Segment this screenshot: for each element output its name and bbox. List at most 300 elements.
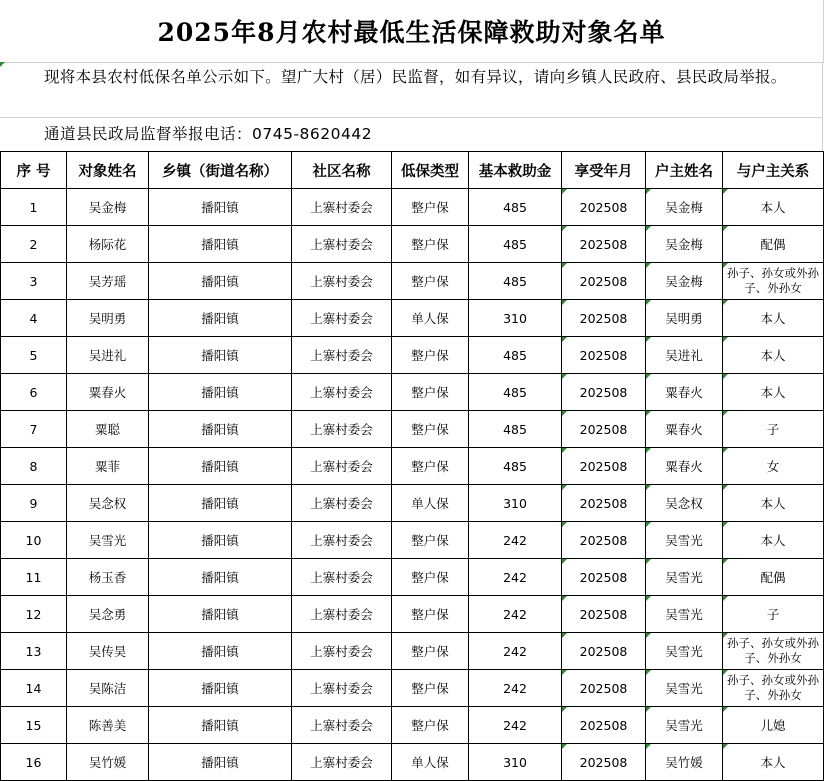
cell-note-marker xyxy=(646,670,651,675)
cell-relation xyxy=(723,448,824,485)
cell-text: 16 xyxy=(25,754,42,770)
cell-text: 陈善美 xyxy=(88,718,127,733)
cell-householder xyxy=(646,485,723,522)
cell-text: 吴金梅 xyxy=(665,274,703,289)
cell-note-marker xyxy=(562,300,567,305)
cell-amount xyxy=(469,263,562,300)
cell-text: 202508 xyxy=(579,384,628,400)
cell-text: 播阳镇 xyxy=(201,718,239,733)
cell-community xyxy=(292,226,392,263)
cell-text: 上寨村委会 xyxy=(310,533,373,548)
table-row xyxy=(1,263,824,300)
cell-amount xyxy=(469,559,562,596)
cell-note-marker xyxy=(646,337,651,342)
cell-note-marker xyxy=(646,300,651,305)
cell-text: 播阳镇 xyxy=(201,311,239,326)
cell-text: 播阳镇 xyxy=(201,274,239,289)
cell-text: 整户保 xyxy=(411,570,449,585)
cell-month xyxy=(562,633,646,670)
cell-month xyxy=(562,189,646,226)
cell-note-marker xyxy=(723,596,728,601)
cell-relation xyxy=(723,707,824,744)
cell-text: 上寨村委会 xyxy=(310,274,373,289)
cell-text: 上寨村委会 xyxy=(310,422,373,437)
cell-text: 242 xyxy=(503,643,527,659)
cell-text: 吴传昊 xyxy=(88,644,127,659)
cell-text: 吴雪光 xyxy=(665,533,703,548)
cell-text: 485 xyxy=(503,347,527,363)
cell-text: 202508 xyxy=(579,717,628,733)
cell-community xyxy=(292,448,392,485)
cell-text: 本人 xyxy=(760,533,786,548)
cell-type xyxy=(392,263,469,300)
cell-type xyxy=(392,707,469,744)
cell-relation xyxy=(723,189,824,226)
cell-community xyxy=(292,263,392,300)
cell-note-marker xyxy=(562,189,567,194)
cell-note-marker xyxy=(562,707,567,712)
cell-name xyxy=(67,633,149,670)
cell-relation xyxy=(723,744,824,781)
cell-text: 202508 xyxy=(579,310,628,326)
cell-seq xyxy=(1,300,67,337)
cell-type xyxy=(392,596,469,633)
cell-text: 7 xyxy=(29,421,38,437)
cell-seq xyxy=(1,226,67,263)
cell-text: 吴竹媛 xyxy=(665,755,703,770)
cell-note-marker xyxy=(723,337,728,342)
cell-note-marker xyxy=(723,522,728,527)
recipient-table xyxy=(0,151,824,781)
cell-text: 粟春火 xyxy=(665,459,703,474)
cell-town xyxy=(149,633,292,670)
cell-month xyxy=(562,744,646,781)
cell-text: 吴念权 xyxy=(88,496,127,511)
cell-text: 整户保 xyxy=(411,644,449,659)
cell-text: 本人 xyxy=(760,200,786,215)
cell-text: 播阳镇 xyxy=(201,644,239,659)
cell-month xyxy=(562,300,646,337)
cell-town xyxy=(149,559,292,596)
cell-text: 10 xyxy=(25,532,42,548)
cell-text: 吴雪光 xyxy=(665,718,703,733)
cell-note-marker xyxy=(562,337,567,342)
cell-text: 202508 xyxy=(579,680,628,696)
cell-text: 上寨村委会 xyxy=(310,385,373,400)
cell-text: 吴竹媛 xyxy=(88,755,127,770)
cell-householder xyxy=(646,300,723,337)
cell-text: 女 xyxy=(766,459,780,474)
cell-text: 6 xyxy=(29,384,38,400)
cell-type xyxy=(392,226,469,263)
cell-text: 整户保 xyxy=(411,459,449,474)
cell-text: 15 xyxy=(25,717,42,733)
cell-householder xyxy=(646,596,723,633)
cell-seq xyxy=(1,670,67,707)
cell-text: 播阳镇 xyxy=(201,237,239,252)
cell-town xyxy=(149,522,292,559)
cell-note-marker xyxy=(723,189,728,194)
cell-text: 吴金梅 xyxy=(665,200,703,215)
cell-amount xyxy=(469,707,562,744)
cell-text: 4 xyxy=(29,310,38,326)
cell-community xyxy=(292,744,392,781)
cell-text: 吴芳瑶 xyxy=(88,274,127,289)
cell-type xyxy=(392,485,469,522)
cell-type xyxy=(392,559,469,596)
cell-text: 播阳镇 xyxy=(201,200,239,215)
cell-text: 202508 xyxy=(579,347,628,363)
cell-text: 子 xyxy=(766,422,780,437)
cell-text: 310 xyxy=(503,495,527,511)
cell-community xyxy=(292,337,392,374)
cell-householder xyxy=(646,559,723,596)
cell-amount xyxy=(469,596,562,633)
cell-text: 吴进礼 xyxy=(665,348,703,363)
cell-amount xyxy=(469,522,562,559)
cell-seq xyxy=(1,189,67,226)
cell-text: 242 xyxy=(503,569,527,585)
cell-text: 202508 xyxy=(579,236,628,252)
cell-town xyxy=(149,411,292,448)
cell-note-marker xyxy=(562,559,567,564)
cell-type xyxy=(392,744,469,781)
cell-note-marker xyxy=(646,189,651,194)
cell-text: 202508 xyxy=(579,495,628,511)
cell-text: 播阳镇 xyxy=(201,755,239,770)
cell-amount xyxy=(469,300,562,337)
column-header-town: 乡镇（街道名称） xyxy=(149,152,292,189)
cell-town xyxy=(149,744,292,781)
cell-text: 吴念权 xyxy=(665,496,703,511)
cell-text: 粟聪 xyxy=(94,422,120,437)
cell-note-marker xyxy=(646,633,651,638)
cell-text: 上寨村委会 xyxy=(310,644,373,659)
cell-text: 202508 xyxy=(579,569,628,585)
cell-text: 485 xyxy=(503,421,527,437)
cell-text: 单人保 xyxy=(411,496,449,511)
cell-community xyxy=(292,485,392,522)
cell-month xyxy=(562,226,646,263)
cell-text: 整户保 xyxy=(411,200,449,215)
cell-householder xyxy=(646,448,723,485)
cell-name xyxy=(67,337,149,374)
column-header-relation: 与户主关系 xyxy=(723,152,824,189)
cell-name xyxy=(67,670,149,707)
cell-text: 杨玉香 xyxy=(88,570,127,585)
table-row xyxy=(1,411,824,448)
cell-text: 播阳镇 xyxy=(201,533,239,548)
cell-name xyxy=(67,263,149,300)
cell-text: 子 xyxy=(766,607,780,622)
cell-text: 孙子、孙女或外孙子、外孙女 xyxy=(727,266,819,295)
cell-amount xyxy=(469,633,562,670)
cell-text: 上寨村委会 xyxy=(310,237,373,252)
cell-note-marker xyxy=(723,374,728,379)
cell-name xyxy=(67,744,149,781)
cell-text: 242 xyxy=(503,680,527,696)
cell-name xyxy=(67,559,149,596)
cell-text: 上寨村委会 xyxy=(310,200,373,215)
cell-note-marker xyxy=(723,300,728,305)
cell-note-marker xyxy=(562,596,567,601)
cell-seq xyxy=(1,485,67,522)
cell-text: 整户保 xyxy=(411,607,449,622)
column-header-householder: 户主姓名 xyxy=(646,152,723,189)
cell-seq xyxy=(1,744,67,781)
cell-text: 吴明勇 xyxy=(665,311,703,326)
cell-text: 202508 xyxy=(579,532,628,548)
cell-seq xyxy=(1,374,67,411)
cell-text: 整户保 xyxy=(411,348,449,363)
cell-seq xyxy=(1,596,67,633)
cell-relation xyxy=(723,374,824,411)
cell-name xyxy=(67,300,149,337)
cell-note-marker xyxy=(723,411,728,416)
cell-text: 粟春火 xyxy=(665,385,703,400)
cell-text: 单人保 xyxy=(411,311,449,326)
cell-relation xyxy=(723,485,824,522)
cell-note-marker xyxy=(646,559,651,564)
cell-text: 配偶 xyxy=(760,237,786,252)
cell-text: 485 xyxy=(503,199,527,215)
cell-seq xyxy=(1,559,67,596)
cell-text: 上寨村委会 xyxy=(310,311,373,326)
cell-text: 202508 xyxy=(579,606,628,622)
cell-type xyxy=(392,189,469,226)
table-row xyxy=(1,744,824,781)
table-row xyxy=(1,485,824,522)
cell-text: 242 xyxy=(503,532,527,548)
table-header-row xyxy=(1,152,824,189)
cell-note-marker xyxy=(646,448,651,453)
cell-householder xyxy=(646,633,723,670)
cell-text: 9 xyxy=(29,495,38,511)
cell-text: 儿媳 xyxy=(760,718,786,733)
cell-relation xyxy=(723,411,824,448)
table-row xyxy=(1,374,824,411)
column-header-amount: 基本救助金 xyxy=(469,152,562,189)
cell-note-marker xyxy=(723,707,728,712)
cell-text: 粟菲 xyxy=(94,459,120,474)
cell-note-marker xyxy=(646,522,651,527)
cell-text: 上寨村委会 xyxy=(310,607,373,622)
cell-name xyxy=(67,485,149,522)
cell-text: 202508 xyxy=(579,199,628,215)
cell-text: 上寨村委会 xyxy=(310,496,373,511)
cell-type xyxy=(392,411,469,448)
table-row xyxy=(1,448,824,485)
cell-note-marker xyxy=(723,670,728,675)
cell-note-marker xyxy=(646,411,651,416)
cell-text: 310 xyxy=(503,754,527,770)
cell-text: 单人保 xyxy=(411,755,449,770)
cell-amount xyxy=(469,670,562,707)
cell-text: 上寨村委会 xyxy=(310,570,373,585)
cell-amount xyxy=(469,226,562,263)
cell-text: 202508 xyxy=(579,421,628,437)
cell-community xyxy=(292,559,392,596)
cell-text: 485 xyxy=(503,273,527,289)
cell-text: 202508 xyxy=(579,643,628,659)
cell-text: 播阳镇 xyxy=(201,681,239,696)
cell-type xyxy=(392,374,469,411)
cell-text: 本人 xyxy=(760,755,786,770)
cell-householder xyxy=(646,337,723,374)
cell-householder xyxy=(646,707,723,744)
cell-text: 上寨村委会 xyxy=(310,459,373,474)
cell-name xyxy=(67,707,149,744)
cell-note-marker xyxy=(646,707,651,712)
cell-text: 吴雪光 xyxy=(88,533,127,548)
cell-text: 485 xyxy=(503,458,527,474)
cell-type xyxy=(392,670,469,707)
cell-text: 吴念勇 xyxy=(88,607,127,622)
cell-text: 本人 xyxy=(760,311,786,326)
cell-amount xyxy=(469,337,562,374)
cell-text: 14 xyxy=(25,680,42,696)
cell-town xyxy=(149,337,292,374)
cell-relation xyxy=(723,633,824,670)
table-row xyxy=(1,633,824,670)
cell-town xyxy=(149,596,292,633)
table-row xyxy=(1,189,824,226)
cell-text: 吴雪光 xyxy=(665,607,703,622)
cell-text: 孙子、孙女或外孙子、外孙女 xyxy=(727,636,819,665)
cell-text: 播阳镇 xyxy=(201,570,239,585)
cell-text: 整户保 xyxy=(411,718,449,733)
cell-note-marker xyxy=(562,263,567,268)
cell-name xyxy=(67,448,149,485)
cell-note-marker xyxy=(646,485,651,490)
cell-town xyxy=(149,263,292,300)
cell-relation xyxy=(723,337,824,374)
cell-text: 12 xyxy=(25,606,42,622)
column-header-month: 享受年月 xyxy=(562,152,646,189)
cell-note-marker xyxy=(723,226,728,231)
cell-householder xyxy=(646,374,723,411)
cell-text: 粟春火 xyxy=(665,422,703,437)
cell-text: 本人 xyxy=(760,385,786,400)
column-header-type: 低保类型 xyxy=(392,152,469,189)
cell-householder xyxy=(646,744,723,781)
cell-text: 整户保 xyxy=(411,385,449,400)
cell-text: 202508 xyxy=(579,458,628,474)
column-header-name: 对象姓名 xyxy=(67,152,149,189)
cell-note-marker xyxy=(562,670,567,675)
cell-amount xyxy=(469,189,562,226)
cell-text: 242 xyxy=(503,606,527,622)
cell-text: 吴金梅 xyxy=(88,200,127,215)
cell-note-marker xyxy=(562,485,567,490)
cell-text: 整户保 xyxy=(411,533,449,548)
cell-householder xyxy=(646,411,723,448)
cell-text: 播阳镇 xyxy=(201,422,239,437)
cell-month xyxy=(562,559,646,596)
cell-name xyxy=(67,226,149,263)
cell-town xyxy=(149,226,292,263)
cell-text: 吴雪光 xyxy=(665,681,703,696)
cell-text: 整户保 xyxy=(411,237,449,252)
cell-month xyxy=(562,670,646,707)
cell-name xyxy=(67,596,149,633)
cell-text: 上寨村委会 xyxy=(310,348,373,363)
cell-note-marker xyxy=(562,633,567,638)
cell-householder xyxy=(646,670,723,707)
cell-town xyxy=(149,374,292,411)
cell-month xyxy=(562,522,646,559)
cell-month xyxy=(562,411,646,448)
cell-note-marker xyxy=(562,522,567,527)
cell-community xyxy=(292,596,392,633)
cell-type xyxy=(392,448,469,485)
cell-amount xyxy=(469,374,562,411)
cell-note-marker xyxy=(646,744,651,749)
cell-seq xyxy=(1,448,67,485)
column-header-seq: 序 号 xyxy=(1,152,67,189)
cell-relation xyxy=(723,670,824,707)
cell-text: 播阳镇 xyxy=(201,607,239,622)
cell-note-marker xyxy=(562,226,567,231)
cell-note-marker xyxy=(562,448,567,453)
cell-text: 485 xyxy=(503,236,527,252)
cell-town xyxy=(149,707,292,744)
cell-text: 配偶 xyxy=(760,570,786,585)
cell-relation xyxy=(723,559,824,596)
cell-text: 3 xyxy=(29,273,38,289)
cell-note-marker xyxy=(723,485,728,490)
cell-text: 播阳镇 xyxy=(201,385,239,400)
cell-community xyxy=(292,633,392,670)
cell-text: 本人 xyxy=(760,496,786,511)
cell-text: 播阳镇 xyxy=(201,348,239,363)
cell-seq xyxy=(1,633,67,670)
cell-note-marker xyxy=(723,448,728,453)
cell-text: 本人 xyxy=(760,348,786,363)
cell-amount xyxy=(469,448,562,485)
cell-note-marker xyxy=(723,559,728,564)
table-row xyxy=(1,337,824,374)
cell-month xyxy=(562,596,646,633)
cell-text: 11 xyxy=(25,569,42,585)
cell-type xyxy=(392,300,469,337)
cell-community xyxy=(292,522,392,559)
cell-text: 粟春火 xyxy=(88,385,127,400)
cell-month xyxy=(562,337,646,374)
notice-text: 现将本县农村低保名单公示如下。望广大村（居）民监督，如有异议，请向乡镇人民政府、县民政局举报。 xyxy=(0,62,823,118)
cell-seq xyxy=(1,522,67,559)
cell-month xyxy=(562,374,646,411)
table-row xyxy=(1,300,824,337)
cell-note-marker xyxy=(646,226,651,231)
cell-name xyxy=(67,522,149,559)
cell-seq xyxy=(1,411,67,448)
cell-community xyxy=(292,411,392,448)
table-row xyxy=(1,707,824,744)
cell-householder xyxy=(646,522,723,559)
cell-town xyxy=(149,300,292,337)
cell-relation xyxy=(723,226,824,263)
cell-householder xyxy=(646,263,723,300)
cell-text: 上寨村委会 xyxy=(310,755,373,770)
cell-community xyxy=(292,707,392,744)
cell-amount xyxy=(469,744,562,781)
cell-text: 13 xyxy=(25,643,42,659)
cell-name xyxy=(67,189,149,226)
cell-month xyxy=(562,707,646,744)
cell-text: 202508 xyxy=(579,754,628,770)
table-row xyxy=(1,522,824,559)
